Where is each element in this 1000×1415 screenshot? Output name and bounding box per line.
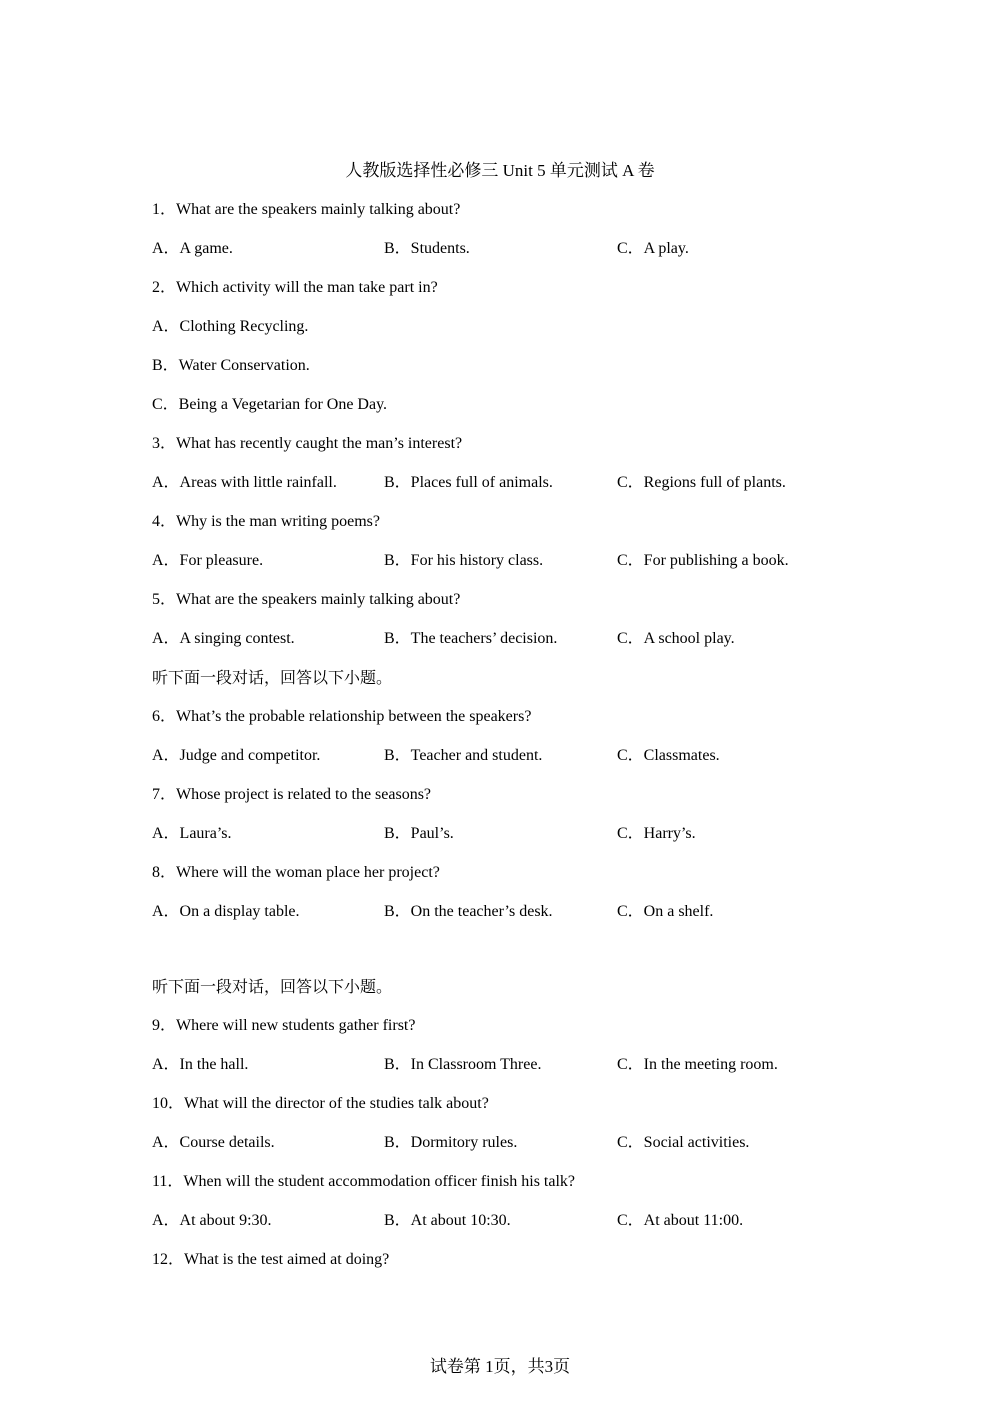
option-b: B．Water Conservation. [152, 357, 310, 374]
page-footer: 试卷第 1页，共3页 [429, 1357, 571, 1376]
option-a: A．At about 9:30. [152, 1212, 272, 1229]
option-b: B．Students. [384, 240, 470, 257]
question-stem: 3．What has recently caught the man’s interest? [152, 435, 463, 452]
question-stem: 12．What is the test aimed at doing? [152, 1251, 390, 1268]
question-stem: 11．When will the student accommodation officer finish his talk? [152, 1173, 576, 1190]
question-stem: 9．Where will new students gather first? [152, 1017, 416, 1034]
option-c: C．At about 11:00. [617, 1212, 744, 1229]
option-b: B．On the teacher’s desk. [384, 903, 553, 920]
option-a: A．Judge and competitor. [152, 747, 321, 764]
option-b: B．Paul’s. [384, 825, 454, 842]
option-c: C．Classmates. [617, 747, 720, 764]
option-a: A．Laura’s. [152, 825, 232, 842]
option-b: B．At about 10:30. [384, 1212, 511, 1229]
question-stem: 10．What will the director of the studies talk about? [152, 1095, 489, 1112]
question-stem: 5．What are the speakers mainly talking about? [152, 591, 461, 608]
question-stem: 8．Where will the woman place her project? [152, 864, 440, 881]
option-b: B．In Classroom Three. [384, 1056, 542, 1073]
question-stem: 4．Why is the man writing poems? [152, 513, 380, 530]
option-a: A．For pleasure. [152, 552, 264, 569]
option-c: C．A play. [617, 240, 689, 257]
option-c: C．On a shelf. [617, 903, 714, 920]
option-c: C．For publishing a book. [617, 552, 789, 569]
question-stem: 6．What’s the probable relationship between the speakers? [152, 708, 532, 725]
page-title: 人教版选择性必修三 Unit 5 单元测试 A 卷 [345, 161, 655, 180]
option-a: A．Clothing Recycling. [152, 318, 309, 335]
question-stem: 7．Whose project is related to the seasons? [152, 786, 432, 803]
option-a: A．A singing contest. [152, 630, 295, 647]
option-b: B．Places full of animals. [384, 474, 553, 491]
option-c: C．Regions full of plants. [617, 474, 786, 491]
option-c: C．A school play. [617, 630, 735, 647]
option-a: A．Areas with little rainfall. [152, 474, 337, 491]
question-stem: 2．Which activity will the man take part in? [152, 279, 438, 296]
option-b: B．Teacher and student. [384, 747, 543, 764]
option-c: C．Being a Vegetarian for One Day. [152, 396, 388, 413]
option-a: A．Course details. [152, 1134, 275, 1151]
option-c: C．Harry’s. [617, 825, 696, 842]
option-b: B．Dormitory rules. [384, 1134, 518, 1151]
option-c: C．Social activities. [617, 1134, 750, 1151]
option-c: C．In the meeting room. [617, 1056, 778, 1073]
option-b: B．The teachers’ decision. [384, 630, 558, 647]
option-a: A．A game. [152, 240, 233, 257]
option-b: B．For his history class. [384, 552, 544, 569]
option-a: A．In the hall. [152, 1056, 249, 1073]
section-instruction: 听下面一段对话，回答以下小题。 [152, 977, 393, 996]
question-stem: 1．What are the speakers mainly talking about? [152, 201, 461, 218]
section-instruction: 听下面一段对话，回答以下小题。 [152, 668, 393, 687]
option-a: A．On a display table. [152, 903, 300, 920]
